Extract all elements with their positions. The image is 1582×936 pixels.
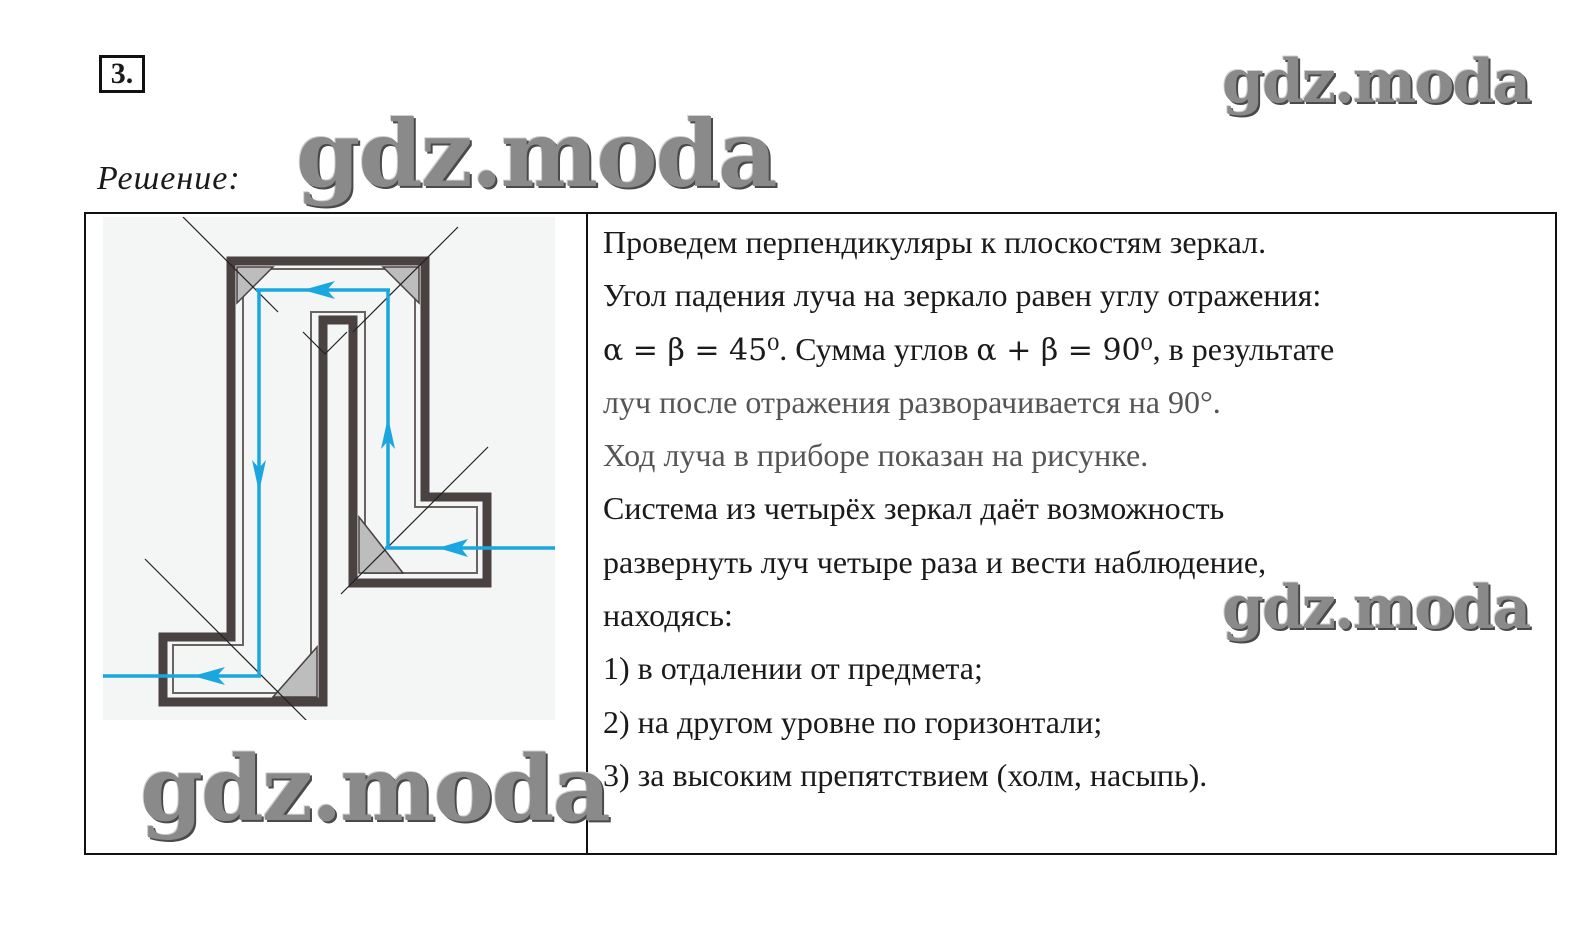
- watermark-bottom: gdz.moda: [140, 736, 609, 842]
- list-item-3: 3) за высоким препятствием (холм, насыпь).: [603, 756, 1208, 793]
- text-line-3: [603, 323, 1543, 376]
- periscope-diagram: [103, 217, 555, 720]
- list-item-1: 1) в отдалении от предмета;: [603, 650, 983, 687]
- solution-label: Решение:: [97, 160, 241, 197]
- text-line-3-end: , в результате: [1152, 330, 1335, 367]
- solution-text: [603, 216, 1543, 802]
- text-line-8: находясь:: [603, 597, 733, 634]
- formula-angles-equal: α = β = 45⁰: [603, 332, 780, 368]
- text-line-2: Угол падения луча на зеркало равен углу отражения:: [603, 277, 1322, 314]
- text-line-7: развернуть луч четыре раза и вести наблюдение,: [603, 543, 1267, 580]
- list-item-2: 2) на другом уровне по горизонтали;: [603, 703, 1103, 740]
- text-line-3-mid: . Сумма углов: [779, 330, 977, 367]
- text-line-1: Проведем перпендикуляры к плоскостям зеркал.: [603, 224, 1267, 260]
- watermark-middle: gdz.moda: [1222, 573, 1530, 643]
- formula-angle-sum: α + β = 90⁰: [976, 332, 1153, 368]
- text-line-5: Ход луча в приборе показан на рисунке.: [603, 437, 1149, 474]
- watermark-title: gdz.moda: [296, 100, 776, 208]
- text-line-6: Система из четырёх зеркал даёт возможность: [603, 490, 1225, 527]
- watermark-top: gdz.moda: [1222, 47, 1530, 117]
- task-number: 3.: [99, 55, 145, 93]
- text-line-4: луч после отражения разворачивается на 90°.: [603, 383, 1221, 420]
